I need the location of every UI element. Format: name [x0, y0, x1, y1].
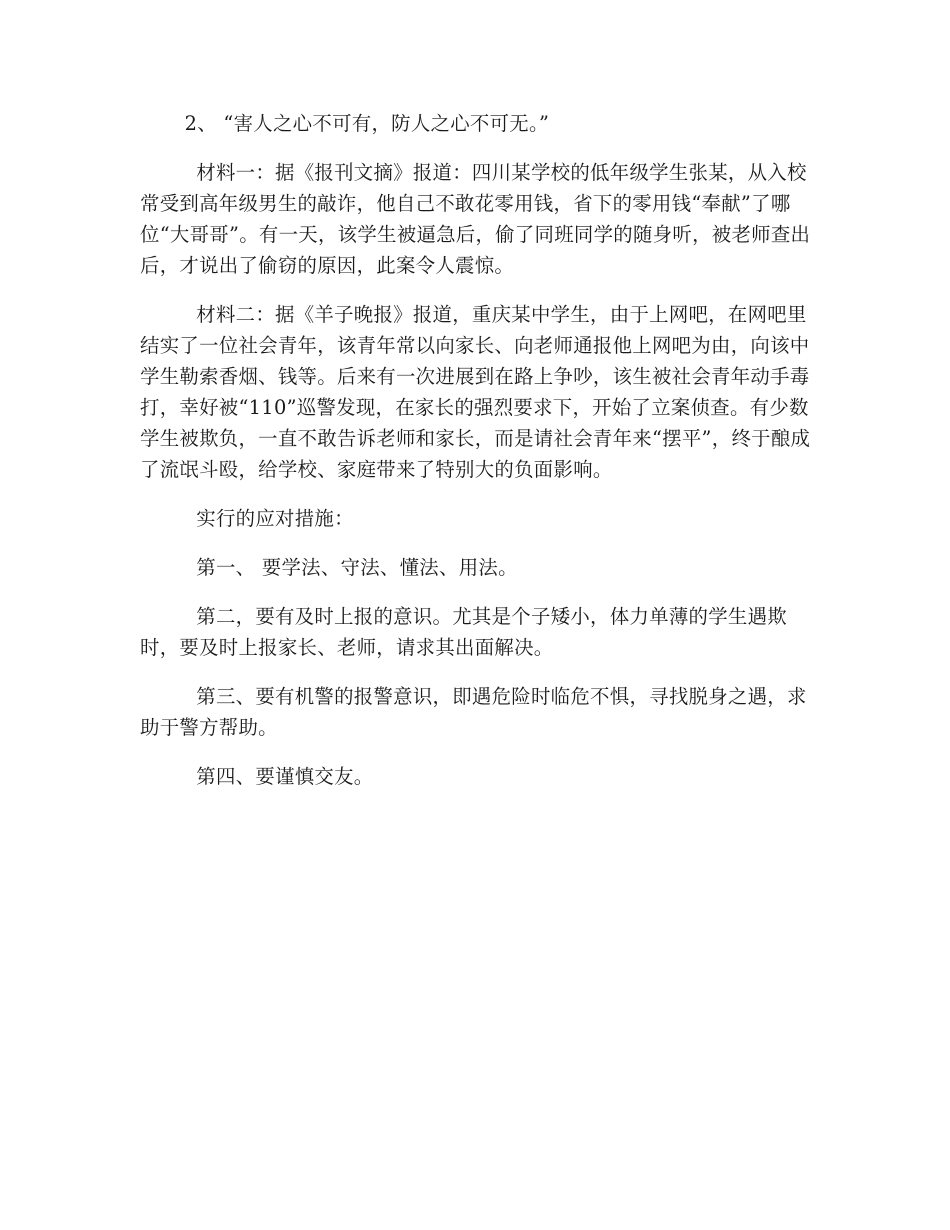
- measure-one-paragraph: 第一、 要学法、守法、懂法、用法。: [196, 556, 518, 579]
- material-one-paragraph: 材料一：据《报刊文摘》报道：四川某学校的低年级学生张某，从入校常受到高年级男生的敲诈，他自己不敢花零用钱，省下的零用钱“奉献”了哪位“大哥哥”。有一天，该学生被逼急后，偷了同班同学的随身听，被老师查出后，才说出了偷窃的原因，此案令人震惊。: [140, 161, 811, 277]
- measure-four-paragraph: 第四、要谨慎交友。: [196, 765, 374, 788]
- document-body: [140, 108, 812, 792]
- measure-three-paragraph: 第三、要有机警的报警意识，即遇危险时临危不惧，寻找脱身之遇，求助于警方帮助。: [140, 685, 807, 739]
- section-heading: 2、 “害人之心不可有，防人之心不可无。”: [184, 112, 550, 135]
- measures-title: 实行的应对措施：: [196, 507, 354, 530]
- material-two-paragraph: 材料二：据《羊子晚报》报道，重庆某中学生，由于上网吧，在网吧里结实了一位社会青年，该青年常以向家长、向老师通报他上网吧为由，向该中学生勒索香烟、钱等。后来有一次进展到在路上争吵，该生被社会青年动手毒打，幸好被“110”巡警发现，在家长的强烈要求下，开始了立案侦查。有少数学生被欺负，一直不敢告诉老师和家长，而是请社会青年来“摆平”，终于酿成了流氓斗殴，给学校、家庭带来了特别大的负面影响。: [140, 303, 811, 481]
- measure-two-paragraph: 第二，要有及时上报的意识。尤其是个子矮小，体力单薄的学生遇欺时，要及时上报家长、老师，请求其出面解决。: [140, 605, 787, 659]
